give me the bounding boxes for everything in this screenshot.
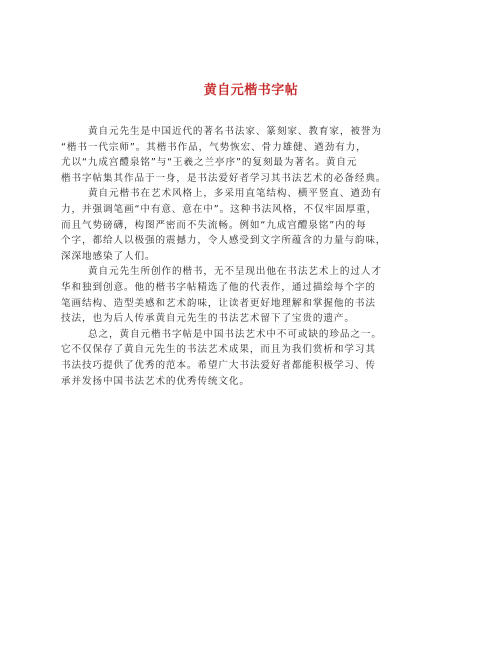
text-line: 黄自元楷书在艺术风格上，多采用直笔结构、横平竖直、遒劲有 [88,188,382,200]
paragraph-1 [61,124,449,186]
text-line: 笔画结构、造型美感和艺术韵味，让读者更好地理解和掌握他的书法 [61,297,376,309]
text-line: 尤以“九成宫醴泉铭”与“王羲之兰亭序”的复刻最为著名。黄自元 [61,157,358,169]
text-line: “楷书一代宗师”。其楷书作品，气势恢宏、骨力雄健、遒劲有力， [61,141,367,153]
text-line: 承并发扬中国书法艺术的优秀传统文化。 [61,375,250,387]
text-line: 个字，都给人以极强的震撼力，令人感受到文字所蕴含的力量与韵味， [61,235,387,247]
text-line: 深深地感染了人们。 [61,250,156,262]
text-line: 力，并强调笔画“中有意、意在中”。这种书法风格，不仅牢固厚重， [61,203,378,215]
text-line: 它不仅保存了黄自元先生的书法艺术成果，而且为我们赏析和学习其 [61,344,376,356]
text-line: 书法技巧提供了优秀的范本。希望广大书法爱好者都能积极学习、传 [61,359,376,371]
text-line: 总之，黄自元楷书字帖是中国书法艺术中不可或缺的珍品之一。 [88,328,382,340]
document-title: 黄自元楷书字帖 [203,83,299,98]
document-body [61,124,449,389]
paragraph-4 [61,327,449,389]
text-line: 华和独到创意。他的楷书字帖精选了他的代表作，通过描绘每个字的 [61,281,376,293]
text-line: 而且气势磅礴，构图严密而不失流畅。例如“九成宫醴泉铭”内的每 [61,219,367,231]
text-line: 技法，也为后人传承黄自元先生的书法艺术留下了宝贵的遗产。 [61,313,355,325]
text-line: 黄自元先生是中国近代的著名书法家、篆刻家、教育家，被誉为 [88,126,382,137]
text-line: 黄自元先生所创作的楷书，无不呈现出他在书法艺术上的过人才 [88,266,382,278]
paragraph-3 [61,264,449,326]
paragraph-2 [61,186,449,264]
text-line: 楷书字帖集其作品于一身，是书法爱好者学习其书法艺术的必备经典。 [61,172,387,184]
